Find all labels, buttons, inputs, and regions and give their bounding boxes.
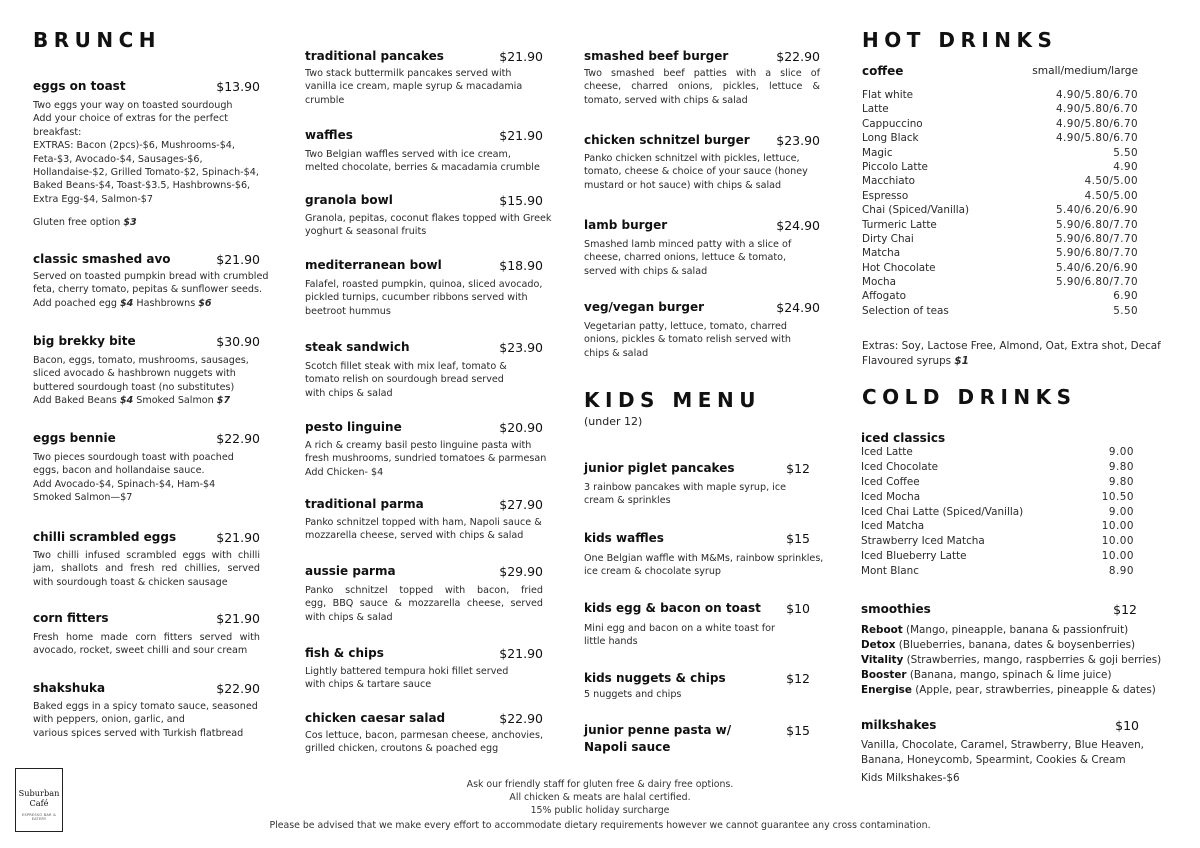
gluten-free-note: Gluten free option $3 xyxy=(33,217,137,229)
menu-item-traditional-pancakes xyxy=(305,49,543,107)
item-price: $23.90 xyxy=(776,133,820,148)
milkshakes-description: Vanilla, Chocolate, Caramel, Strawberry, Blue Heaven, Banana, Honeycomb, Spearmint, Cookies & Cream Kids Milkshakes-$6 xyxy=(861,738,1144,787)
item-price: $27.90 xyxy=(499,497,543,512)
drink-row: Iced Chocolate 9.80 xyxy=(861,460,1134,473)
iced-classics-label: iced classics xyxy=(861,431,946,445)
cold-drinks-title: COLD DRINKS xyxy=(862,385,1077,409)
item-name: fish & chips xyxy=(305,646,384,660)
item-price: $15 xyxy=(786,531,810,546)
item-price: $24.90 xyxy=(776,300,820,315)
drink-row: Dirty Chai 5.90/6.80/7.70 xyxy=(862,232,1138,245)
syrups-line: Flavoured syrups $1 xyxy=(862,355,969,367)
drink-row: Iced Latte 9.00 xyxy=(861,446,1134,458)
menu-item-steak-sandwich xyxy=(305,340,543,400)
item-name: junior piglet pancakes xyxy=(584,461,735,475)
item-description: Cos lettuce, bacon, parmesan cheese, anchovies, grilled chicken, croutons & poached egg xyxy=(305,730,543,755)
kids-menu-subtitle: (under 12) xyxy=(584,415,643,428)
footer-gluten-free-note: Ask our friendly staff for gluten free & dairy free options. xyxy=(466,779,734,790)
item-name: pesto linguine xyxy=(305,420,402,434)
item-name: chicken caesar salad xyxy=(305,711,446,725)
item-description: Two eggs your way on toasted sourdough Add your choice of extras for the perfect breakfast: EXTRAS: Bacon (2pcs)-$6, Mushrooms-$4, Feta-$3, Avocado-$4, Sausages-$6, Hollandaise-$2, Grilled Tomato-$2, Spinach-$4, Baked Beans-$4, Toast-$3.5, Hashbrowns-$6, Extra Egg-$4, Salmon-$7 xyxy=(33,100,259,205)
extras-line: Extras: Soy, Lactose Free, Almond, Oat, Extra shot, Decaf xyxy=(862,340,1161,352)
menu-item-pesto-linguine xyxy=(305,420,547,479)
drink-row: Iced Matcha 10.00 xyxy=(861,520,1134,533)
item-name: smashed beef burger xyxy=(584,49,729,63)
item-price: $23.90 xyxy=(499,340,543,355)
item-description: Panko chicken schnitzel with pickles, lettuce, tomato, cheese & choice of your sauce (honey mustard or hot sauce) with chips & salad xyxy=(584,153,808,191)
item-price: $21.90 xyxy=(499,49,543,64)
menu-item-chicken-schnitzel-burger xyxy=(584,133,820,192)
smoothies-header xyxy=(861,602,1137,618)
item-price: $22.90 xyxy=(216,681,260,696)
item-description: Fresh home made corn fitters served with avocado, rocket, sweet chilli and sour cream xyxy=(33,632,260,657)
drink-row: Flat white 4.90/5.80/6.70 xyxy=(862,89,1138,101)
item-price: $15.90 xyxy=(499,193,543,208)
menu-item-kids-waffles xyxy=(584,531,824,579)
menu-item-lamb-burger xyxy=(584,218,820,278)
menu-item-shakshuka xyxy=(33,681,260,740)
iced-drinks-list xyxy=(861,446,1134,580)
item-name: classic smashed avo xyxy=(33,252,171,266)
item-name: kids egg & bacon on toast xyxy=(584,601,761,615)
item-name: chicken schnitzel burger xyxy=(584,133,750,147)
smoothie-row: Booster (Banana, mango, spinach & lime juice) xyxy=(861,669,1112,682)
drink-row: Strawberry Iced Matcha 10.00 xyxy=(861,535,1134,548)
item-name: big brekky bite xyxy=(33,334,136,348)
item-name: chilli scrambled eggs xyxy=(33,530,177,544)
suburban-cafe-logo: Suburban Café ESPRESSO BAR & EATERY xyxy=(15,768,63,832)
drink-row: Macchiato 4.50/5.00 xyxy=(862,175,1138,188)
item-description: 5 nuggets and chips xyxy=(584,689,682,700)
item-price: $21.90 xyxy=(216,611,260,626)
drink-row: Espresso 4.50/5.00 xyxy=(862,189,1138,202)
smoothies-list xyxy=(861,623,1161,698)
item-name: eggs on toast xyxy=(33,79,126,93)
item-description: Two Belgian waffles served with ice cream, melted chocolate, berries & macadamia crumble xyxy=(305,149,540,174)
milkshakes-header xyxy=(861,718,1139,734)
drink-row: Magic 5.50 xyxy=(862,146,1138,159)
item-description: A rich & creamy basil pesto linguine pasta with fresh mushrooms, sundried tomatoes & parmesan Add Chicken- $4 xyxy=(305,440,547,478)
item-name: corn fitters xyxy=(33,611,109,625)
item-name: lamb burger xyxy=(584,218,668,232)
item-description: One Belgian waffle with M&Ms, rainbow sprinkles, ice cream & chocolate syrup xyxy=(584,553,824,578)
item-description: Mini egg and bacon on a white toast for little hands xyxy=(584,623,775,648)
milkshakes-label: milkshakes xyxy=(861,718,937,732)
kids-menu-title: KIDS MENU xyxy=(584,388,761,412)
coffee-label: coffee xyxy=(862,64,904,78)
item-description: Baked eggs in a spicy tomato sauce, seasoned with peppers, onion, garlic, and various spices served with Turkish flatbread xyxy=(33,701,258,739)
sizes-label: small/medium/large xyxy=(1032,65,1138,77)
menu-item-fish-and-chips xyxy=(305,646,543,692)
item-price: $30.90 xyxy=(216,334,260,349)
item-description: Two stack buttermilk pancakes served with vanilla ice cream, maple syrup & macadamia crumble xyxy=(305,68,523,106)
kids-milkshakes: Kids Milkshakes-$6 xyxy=(861,772,960,785)
item-name: waffles xyxy=(305,128,353,142)
drink-row: Matcha 5.90/6.80/7.70 xyxy=(862,247,1138,260)
item-description: Two smashed beef patties with a slice of cheese, charred onions, pickles, lettuce & tomato, served with chips & salad xyxy=(584,68,820,106)
item-description: Two chilli infused scrambled eggs with chilli jam, shallots and fresh red chillies, served with sourdough toast & chicken sausage xyxy=(33,550,260,588)
menu-item-kids-egg-and-bacon xyxy=(584,601,810,649)
item-name: junior penne pasta w/ xyxy=(584,723,732,737)
menu-item-waffles xyxy=(305,128,543,175)
item-price: $21.90 xyxy=(499,646,543,661)
item-description: Lightly battered tempura hoki fillet served with chips & tartare sauce xyxy=(305,666,509,691)
menu-item-chilli-scrambled-eggs xyxy=(33,530,260,589)
item-name: traditional parma xyxy=(305,497,424,511)
item-price: $22.90 xyxy=(499,711,543,726)
smoothie-row: Detox (Blueberries, banana, dates & boysenberries) xyxy=(861,639,1136,652)
menu-item-junior-penne-pasta xyxy=(584,723,810,756)
item-description: Vegetarian patty, lettuce, tomato, charred onions, pickles & tomato relish served with chips & salad xyxy=(584,321,791,359)
drink-row: Chai (Spiced/Vanilla) 5.40/6.20/6.90 xyxy=(862,204,1138,217)
menu-item-veg-vegan-burger xyxy=(584,300,820,360)
item-description: Granola, pepitas, coconut flakes topped with Greek yoghurt & seasonal fruits xyxy=(305,213,552,238)
drink-row: Latte 4.90/5.80/6.70 xyxy=(862,103,1138,116)
item-description: 3 rainbow pancakes with maple syrup, ice cream & sprinkles xyxy=(584,482,787,507)
hot-drinks-list xyxy=(862,89,1138,319)
menu-item-junior-piglet-pancakes xyxy=(584,461,810,508)
item-name: eggs bennie xyxy=(33,431,116,445)
brunch-title: BRUNCH xyxy=(33,28,162,52)
coffee-header xyxy=(862,64,1138,80)
footer-surcharge-note: 15% public holiday surcharge xyxy=(530,805,670,816)
menu-item-smashed-beef-burger xyxy=(584,49,820,107)
item-description: Falafel, roasted pumpkin, quinoa, sliced avocado, pickled turnips, cucumber ribbons served with beetroot hummus xyxy=(305,279,543,317)
item-price: $22.90 xyxy=(216,431,260,446)
smoothie-row: Reboot (Mango, pineapple, banana & passionfruit) xyxy=(861,624,1129,636)
item-name: aussie parma xyxy=(305,564,396,578)
item-price: $13.90 xyxy=(216,79,260,94)
menu-item-kids-nuggets-and-chips xyxy=(584,671,810,701)
item-name: steak sandwich xyxy=(305,340,410,354)
drink-row: Hot Chocolate 5.40/6.20/6.90 xyxy=(862,261,1138,274)
item-price: $20.90 xyxy=(499,420,543,435)
drink-row: Turmeric Latte 5.90/6.80/7.70 xyxy=(862,218,1138,231)
item-name-line2: Napoli sauce xyxy=(584,740,671,754)
smoothie-row: Vitality (Strawberries, mango, raspberries & goji berries) xyxy=(861,654,1162,667)
item-description: Bacon, eggs, tomato, mushrooms, sausages, sliced avocado & hashbrown nuggets with buttered sourdough toast (no substitutes) Add Baked Beans $4 Smoked Salmon $7 xyxy=(33,355,249,407)
item-price: $15 xyxy=(786,723,810,738)
item-description: Panko schnitzel topped with ham, Napoli sauce & mozzarella cheese, served with chips & salad xyxy=(305,517,542,542)
smoothies-price: $12 xyxy=(1113,602,1137,617)
drink-row: Iced Chai Latte (Spiced/Vanilla) 9.00 xyxy=(861,505,1134,518)
item-price: $29.90 xyxy=(499,564,543,579)
drink-row: Long Black 4.90/5.80/6.70 xyxy=(862,132,1138,145)
menu-item-chicken-caesar-salad xyxy=(305,711,543,756)
drink-row: Selection of teas 5.50 xyxy=(862,304,1138,317)
drink-row: Mocha 5.90/6.80/7.70 xyxy=(862,276,1138,289)
item-name: mediterranean bowl xyxy=(305,258,442,272)
menu-item-granola-bowl xyxy=(305,193,552,239)
menu-item-big-brekky-bite xyxy=(33,334,260,408)
item-name: kids waffles xyxy=(584,531,664,545)
item-price: $12 xyxy=(786,461,810,476)
drink-row: Cappuccino 4.90/5.80/6.70 xyxy=(862,117,1138,130)
item-description: Panko schnitzel topped with bacon, fried egg, BBQ sauce & mozzarella cheese, served with chips & salad xyxy=(305,585,543,623)
item-price: $21.90 xyxy=(216,530,260,545)
menu-item-eggs-on-toast xyxy=(33,79,260,230)
item-description: Scotch fillet steak with mix leaf, tomato & tomato relish on sourdough bread served with chips & salad xyxy=(305,361,507,399)
item-name: traditional pancakes xyxy=(305,49,444,63)
menu-item-corn-fitters xyxy=(33,611,260,658)
menu-item-eggs-bennie xyxy=(33,431,260,505)
item-price: $12 xyxy=(786,671,810,686)
item-price: $21.90 xyxy=(499,128,543,143)
item-price: $21.90 xyxy=(216,252,260,267)
menu-item-traditional-parma xyxy=(305,497,543,543)
drink-row: Iced Coffee 9.80 xyxy=(861,475,1134,488)
hot-drinks-title: HOT DRINKS xyxy=(862,28,1058,52)
item-description: Served on toasted pumpkin bread with crumbled feta, cherry tomato, pepitas & sunflower seeds. Add poached egg $4 Hashbrowns $6 xyxy=(33,271,269,309)
footer-halal-note: All chicken & meats are halal certified. xyxy=(509,792,691,803)
drink-row: Affogato 6.90 xyxy=(862,290,1138,303)
item-name: kids nuggets & chips xyxy=(584,671,726,685)
menu-item-classic-smashed-avo xyxy=(33,252,269,310)
drink-row: Piccolo Latte 4.90 xyxy=(862,160,1138,173)
item-name: shakshuka xyxy=(33,681,106,695)
menu-item-mediterranean-bowl xyxy=(305,258,543,318)
menu-item-aussie-parma xyxy=(305,564,543,624)
item-description: Smashed lamb minced patty with a slice of cheese, charred onions, lettuce & tomato, served with chips & salad xyxy=(584,239,792,277)
item-price: $24.90 xyxy=(776,218,820,233)
drink-row: Iced Mocha 10.50 xyxy=(861,490,1134,503)
drink-row: Mont Blanc 8.90 xyxy=(861,565,1134,578)
hot-drinks-extras xyxy=(862,339,1161,369)
footer-dietary-disclaimer: Please be advised that we make every effort to accommodate dietary requirements however we cannot guarantee any cross contamination. xyxy=(269,820,931,831)
drink-row: Iced Blueberry Latte 10.00 xyxy=(861,550,1134,563)
item-name: granola bowl xyxy=(305,193,393,207)
item-price: $10 xyxy=(786,601,810,616)
milkshakes-price: $10 xyxy=(1115,718,1139,733)
smoothies-label: smoothies xyxy=(861,602,931,616)
item-description: Two pieces sourdough toast with poached eggs, bacon and hollandaise sauce. Add Avocado-$4, Spinach-$4, Ham-$4 Smoked Salmon—$7 xyxy=(33,452,234,504)
item-price: $22.90 xyxy=(776,49,820,64)
item-price: $18.90 xyxy=(499,258,543,273)
item-name: veg/vegan burger xyxy=(584,300,704,314)
smoothie-row: Energise (Apple, pear, strawberries, pineapple & dates) xyxy=(861,684,1156,697)
